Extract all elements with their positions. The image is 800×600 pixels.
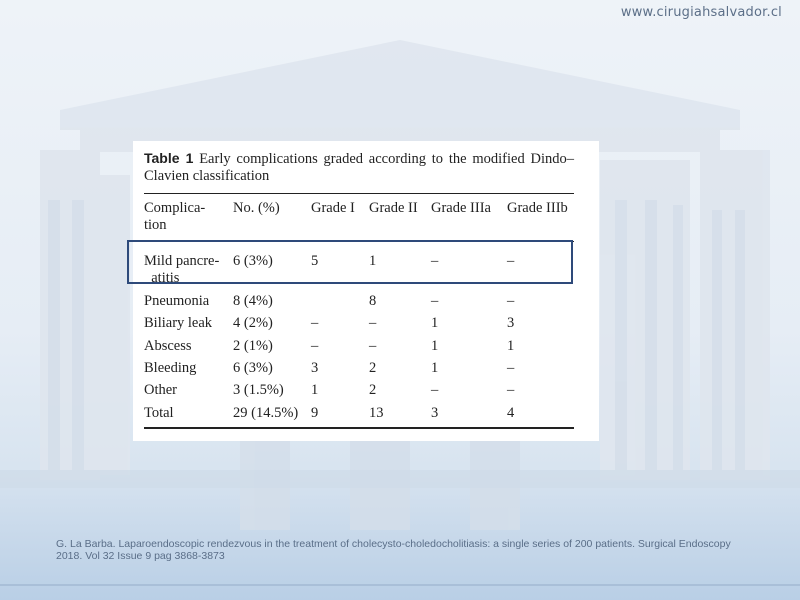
table-cell: 2 (369, 360, 377, 376)
row-label: Other (144, 382, 178, 398)
table-cell: – (311, 315, 319, 331)
site-url: www.cirugiahsalvador.cl (620, 5, 782, 20)
column-header: Complica- (144, 200, 206, 216)
citation: G. La Barba. Laparoendoscopic rendezvous in the treatment of cholecysto-choledocholitiasis: a single series of 200 patients. Surgical Endoscopy 2018. Vol 32 Issue 9 pag 3868-3873 (56, 538, 731, 562)
table-cell: 2 (369, 382, 377, 398)
table-cell: – (369, 338, 377, 354)
table-cell: 1 (311, 382, 319, 398)
column-header: tion (144, 217, 167, 233)
table-cell: – (311, 338, 319, 354)
table-cell: 13 (369, 405, 384, 421)
table-cell: – (431, 293, 439, 309)
table-cell: – (431, 253, 439, 269)
table-cell: 1 (431, 315, 439, 331)
table-cell: – (507, 360, 515, 376)
table-cell: 6 (3%) (233, 253, 273, 269)
column-header: Grade II (369, 200, 418, 216)
column-header: Grade I (311, 200, 355, 216)
column-header: No. (%) (233, 200, 280, 216)
table-bottom-rule (144, 427, 574, 429)
row-label: Pneumonia (144, 293, 210, 309)
table-cell: 1 (369, 253, 377, 269)
table-cell: – (369, 315, 377, 331)
row-label: Bleeding (144, 360, 197, 376)
table-cell: 29 (14.5%) (233, 405, 299, 421)
table-cell: 3 (1.5%) (233, 382, 284, 398)
table-cell: 4 (507, 405, 515, 421)
table-cell: 9 (311, 405, 319, 421)
table-cell: 4 (2%) (233, 315, 273, 331)
row-label: Mild pancre- (144, 253, 220, 269)
table-cell: 1 (431, 360, 439, 376)
row-label: Total (144, 405, 174, 421)
table-cell: 1 (507, 338, 515, 354)
table-cell: 6 (3%) (233, 360, 273, 376)
table-image (133, 141, 599, 441)
highlight-box (127, 240, 573, 284)
table-cell: 3 (507, 315, 515, 331)
table-cell: 3 (311, 360, 319, 376)
row-label: Biliary leak (144, 315, 213, 331)
table-cell: 8 (4%) (233, 293, 273, 309)
table-title: Early complications graded according to the modified Dindo–Clavien classification (144, 151, 575, 184)
row-label: atitis (144, 270, 180, 286)
table-cell: – (507, 253, 515, 269)
table-top-rule (144, 193, 574, 194)
table-cell: 8 (369, 293, 377, 309)
column-header: Grade IIIb (507, 200, 568, 216)
table-cell: – (507, 382, 515, 398)
table-number: Table 1 (144, 150, 194, 166)
table-cell: 1 (431, 338, 439, 354)
table-cell: 2 (1%) (233, 338, 273, 354)
table-cell: 5 (311, 253, 319, 269)
table-caption (144, 150, 574, 185)
row-label: Abscess (144, 338, 192, 354)
column-header: Grade IIIa (431, 200, 491, 216)
table-cell: 3 (431, 405, 439, 421)
table-cell: – (431, 382, 439, 398)
table-cell: – (507, 293, 515, 309)
